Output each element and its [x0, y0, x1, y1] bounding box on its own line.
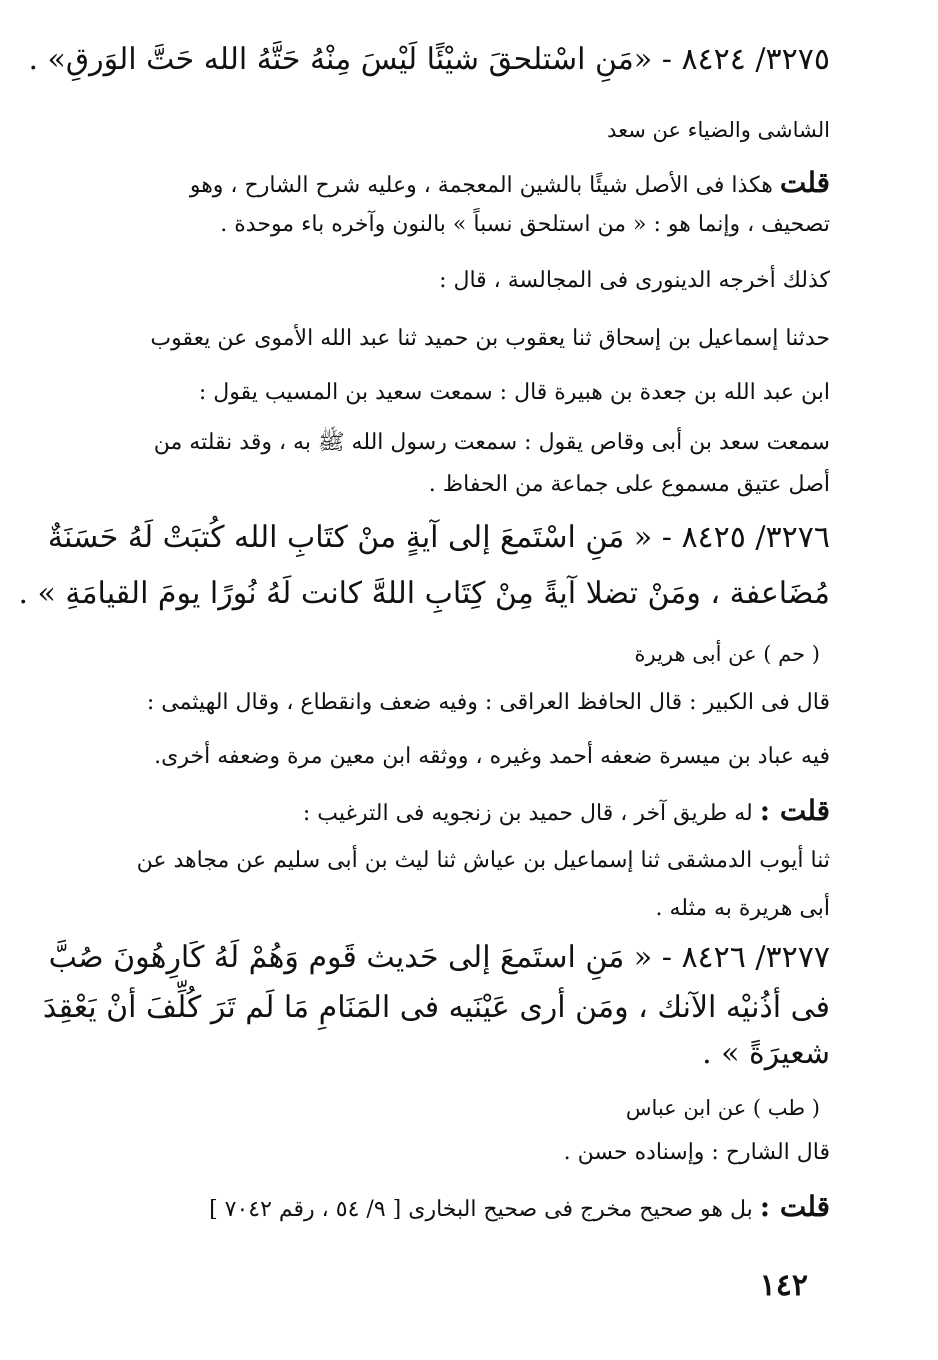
- hadith-8425-line-2: مُضَاعفة ، ومَنْ تضلا آيةً مِنْ كِتَابِ اللهَّ كانت لَهُ نُورًا يومَ القيامَةِ » .: [18, 576, 830, 611]
- isnad-line-2: ابن عبد الله بن جعدة بن هبيرة قال : سمعت سعيد بن المسيب يقول :: [198, 380, 830, 405]
- isnad-line-1: حدثنا إسماعيل بن إسحاق ثنا يعقوب بن حميد ثنا عبد الله الأموى عن يعقوب: [150, 326, 830, 351]
- comment-1-line-3: كذلك أخرجه الدينورى فى المجالسة ، قال :: [439, 268, 830, 293]
- page-number: ١٤٢: [759, 1268, 808, 1303]
- hadith-8425-line-1: ٣٢٧٦/ ٨٤٢٥ - « مَنِ اسْتَمعَ إلى آيةٍ منْ كتَابِ الله كُتبَتْ لَهُ حَسَنَةٌ: [47, 520, 830, 555]
- hadith-8424-line-1: ٣٢٧٥/ ٨٤٢٤ - «مَنِ اسْتلحقَ شيْئًا لَيْسَ مِنْهُ حَتَّهُ الله حَتَّ الوَرقِ» .: [28, 42, 830, 77]
- isnad-2-line-2: أبى هريرة به مثله .: [655, 896, 830, 921]
- comment-1-line-1: قلت هكذا فى الأصل شيئًا بالشين المعجمة ، وعليه شرح الشارح ، وهو: [189, 166, 830, 199]
- qult-label: قلت :: [759, 1190, 830, 1223]
- comment-3-line-1: قلت : له طريق آخر ، قال حميد بن زنجويه فى الترغيب :: [302, 794, 830, 827]
- qult-label: قلت: [779, 166, 830, 199]
- hadith-8426-line-2: فى أذُنيْه الآنك ، ومَن أرى عَيْنَيه فى المَنَامِ مَا لَم تَرَ كُلِّفَ أنْ يَعْقِدَ: [42, 990, 830, 1025]
- isnad-line-4: أصل عتيق مسموع على جماعة من الحفاظ .: [428, 472, 830, 497]
- hadith-8426-line-1: ٣٢٧٧/ ٨٤٢٦ - « مَنِ استَمعَ إلى حَديث قَوم وَهُمْ لَهُ كَارِهُونَ صُبَّ: [48, 940, 830, 975]
- qult-label: قلت :: [759, 794, 830, 827]
- comment-4-line-1: قال الشارح : وإسناده حسن .: [563, 1140, 830, 1165]
- comment-2-line-1: قال فى الكبير : قال الحافظ العراقى : وفيه ضعف وانقطاع ، وقال الهيثمى :: [146, 690, 830, 715]
- hadith-8425-source: ( حم ) عن أبى هريرة: [634, 642, 820, 666]
- isnad-line-3: سمعت سعد بن أبى وقاص يقول : سمعت رسول الله ﷺ به ، وقد نقلته من: [153, 430, 830, 455]
- hadith-8426-source: ( طب ) عن ابن عباس: [625, 1096, 820, 1120]
- comment-2-line-2: فيه عباد بن ميسرة ضعفه أحمد وغيره ، ووثقه ابن معين مرة وضعفه أخرى.: [154, 744, 830, 769]
- hadith-8424-source: الشاشى والضياء عن سعد: [607, 118, 830, 142]
- hadith-8426-line-3: شعيرَةً » .: [702, 1036, 830, 1071]
- comment-5-line-1: قلت : بل هو صحيح مخرج فى صحيح البخارى [ ٩/ ٥٤ ، رقم ٧٠٤٢ ]: [209, 1190, 830, 1223]
- comment-1-line-2: تصحيف ، وإنما هو : « من استلحق نسباً » بالنون وآخره باء موحدة .: [220, 212, 830, 237]
- isnad-2-line-1: ثنا أيوب الدمشقى ثنا إسماعيل بن عياش ثنا ليث بن أبى سليم عن مجاهد عن: [136, 848, 830, 873]
